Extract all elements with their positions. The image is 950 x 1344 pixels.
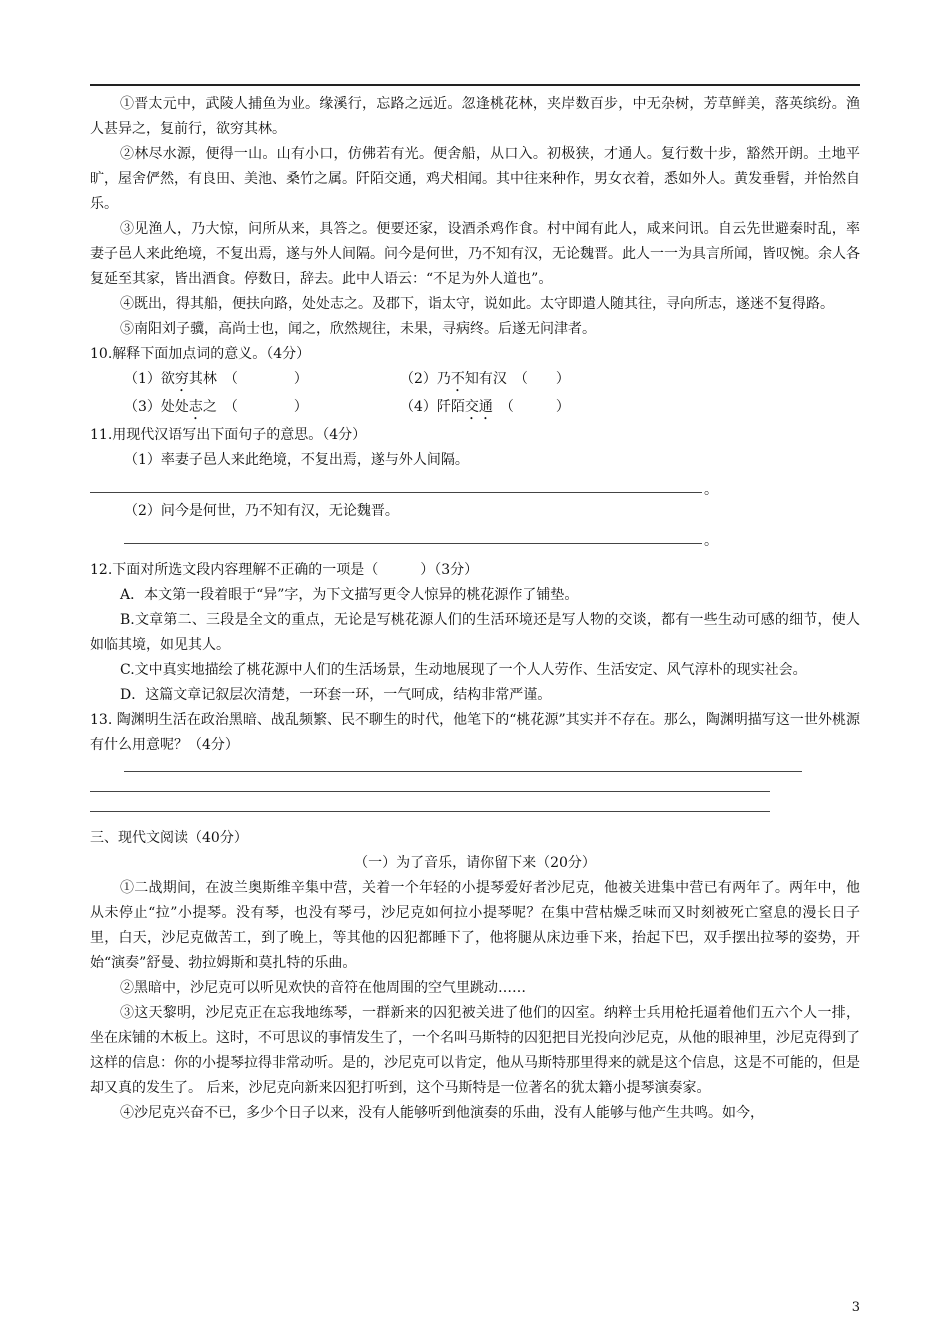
reading-paragraph-1: ①二战期间，在波兰奥斯维辛集中营，关着一个年轻的小提琴爱好者沙尼克，他被关进集中营已有两年了。两年中，他从未停止“拉”小提琴。没有琴，也没有琴弓，沙尼克如何拉小提琴呢？在集中营枯燥乏味而又时刻被死亡窒息的漫长日子里，白天，沙尼克做苦工，到了晚上，等其他的囚犯都睡下了，他将腿从床边垂下来，抬起下巴，双手摆出拉琴的姿势，开始“演奏”舒曼、勃拉姆斯和莫扎特的乐曲。 <box>90 880 860 971</box>
question-11-stem: 11.用现代汉语写出下面句子的意思。（4分） <box>90 427 367 443</box>
reading-paragraph-3: ③这天黎明，沙尼克正在忘我地练琴，一群新来的囚犯被关进了他们的囚室。纳粹士兵用枪托逼着他们五六个人一排，坐在床铺的木板上。这时，不可思议的事情发生了，一个名叫马斯特的囚犯把目光投向沙尼克，从他的眼神里，沙尼克得到了这样的信息：你的小提琴拉得非常动听。是的，沙尼克可以肯定，他从马斯特那里得来的就是这个信息，这是不可能的，但是却又真的发生了。 后来，沙尼克向新来囚犯打听到，这个马斯特是一位著名的犹太籍小提琴演奏家。 <box>90 1005 860 1096</box>
question-10-item-2: （2）乃不知有汉 （ ） <box>400 371 570 387</box>
option-a: A．本文第一段着眼于“异”字，为下文描写更令人惊异的桃花源作了铺垫。 <box>120 587 579 603</box>
passage-paragraph-4: ④既出，得其船，便扶向路，处处志之。及郡下，诣太守，说如此。太守即遣人随其往，寻向所志，遂迷不复得路。 <box>120 296 834 312</box>
answer-line-period: 。 <box>704 482 718 498</box>
option-d: D．这篇文章记叙层次清楚，一环套一环，一气呵成，结构非常严谨。 <box>120 687 552 703</box>
question-10-row-1 <box>90 367 860 395</box>
header-rule <box>90 84 860 86</box>
question-10-stem: 10.解释下面加点词的意义。（4分） <box>90 346 311 362</box>
passage-paragraph-2: ②林尽水源，便得一山。山有小口，仿佛若有光。便舍船，从口入。初极狭，才通人。复行数十步，豁然开朗。土地平旷，屋舍俨然，有良田、美池、桑竹之属。阡陌交通，鸡犬相闻。其中往来种作，男女衣着，悉如外人。黄发垂髫，并怡然自乐。 <box>90 146 860 212</box>
answer-line-11-2[interactable] <box>90 524 860 550</box>
document-page <box>90 92 860 1126</box>
passage-paragraph-1: ①晋太元中，武陵人捕鱼为业。缘溪行，忘路之远近。忽逢桃花林，夹岸数百步，中无杂树，芳草鲜美，落英缤纷。渔人甚异之，复前行，欲穷其林。 <box>90 96 860 137</box>
answer-line-13-2[interactable] <box>90 778 860 798</box>
question-10-item-1: （1）欲穷其林 （ ） <box>124 371 308 387</box>
section-3-heading: 三、现代文阅读（40分） <box>90 830 248 846</box>
reading-paragraph-2: ②黑暗中，沙尼克可以听见欢快的音符在他周围的空气里跳动…… <box>120 980 526 996</box>
option-b: B.文章第二、三段是全文的重点，无论是写桃花源人们的生活环境还是写人物的交谈，都有一些生动可感的细节，使人如临其境，如见其人。 <box>90 612 860 653</box>
question-11-sentence-2: （2）问今是何世，乃不知有汉，无论魏晋。 <box>124 503 399 519</box>
question-12-stem: 12.下面对所选文段内容理解不正确的一项是（ ）（3分） <box>90 562 479 578</box>
question-10-item-4: （4）阡陌交通 （ ） <box>400 399 570 415</box>
passage-paragraph-3: ③见渔人，乃大惊，问所从来，具答之。便要还家，设酒杀鸡作食。村中闻有此人，咸来问讯。自云先世避秦时乱，率妻子邑人来此绝境，不复出焉，遂与外人间隔。问今是何世，乃不知有汉，无论魏晋。此人一一为具言所闻，皆叹惋。余人各复延至其家，皆出酒食。停数日，辞去。此中人语云：“不足为外人道也”。 <box>90 221 860 287</box>
reading-paragraph-4: ④沙尼克兴奋不已，多少个日子以来，没有人能够听到他演奏的乐曲，没有人能够与他产生共鸣。如今， <box>120 1105 764 1121</box>
question-11-sentence-1: （1）率妻子邑人来此绝境，不复出焉，遂与外人间隔。 <box>124 452 469 468</box>
answer-line-13-1[interactable] <box>90 758 860 778</box>
section-3-subtitle: （一）为了音乐，请你留下来（20分） <box>354 855 596 871</box>
answer-line-period: 。 <box>704 533 718 549</box>
answer-line-11-1[interactable] <box>90 473 860 499</box>
answer-line-13-3[interactable] <box>90 798 860 818</box>
question-13-stem: 13. 陶渊明生活在政治黑暗、战乱频繁、民不聊生的时代，他笔下的“桃花源”其实并不存在。那么，陶渊明描写这一世外桃源有什么用意呢？（4分） <box>90 712 860 753</box>
question-10-row-2 <box>90 395 860 423</box>
option-c: C.文中真实地描绘了桃花源中人们的生活场景，生动地展现了一个人人劳作、生活安定、风气淳朴的现实社会。 <box>120 662 807 678</box>
passage-paragraph-5: ⑤南阳刘子骥，高尚士也，闻之，欣然规往，未果，寻病终。后遂无问津者。 <box>120 321 596 337</box>
question-10-item-3: （3）处处志之 （ ） <box>124 399 308 415</box>
page-number: 3 <box>851 1300 860 1315</box>
